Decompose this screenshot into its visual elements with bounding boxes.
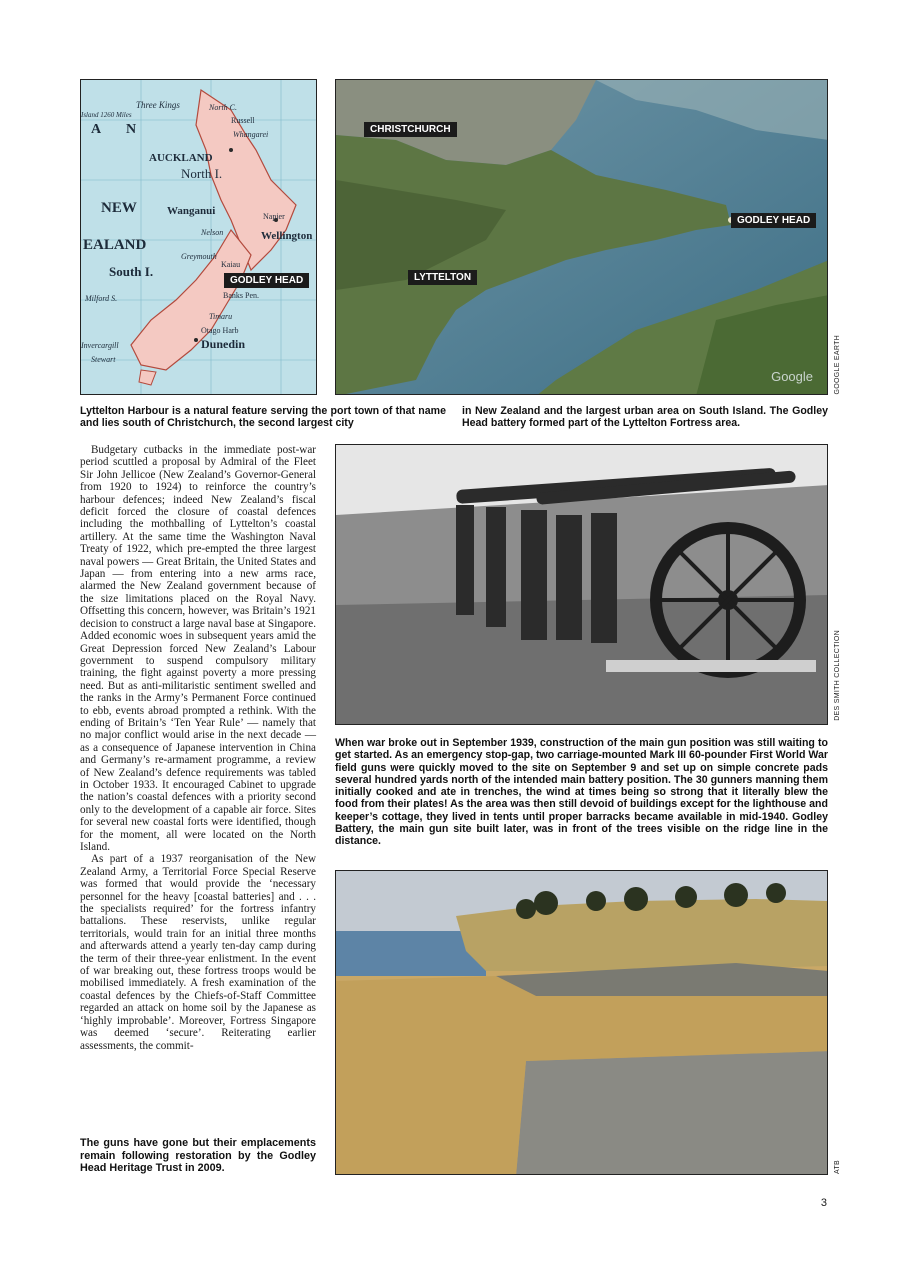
map-place-name: A bbox=[91, 122, 102, 137]
map-place-name: Dunedin bbox=[201, 337, 246, 351]
map-place-name: Otago Harb bbox=[201, 326, 239, 335]
map-place-name: North I. bbox=[181, 166, 223, 181]
new-zealand-map bbox=[80, 79, 317, 395]
map-place-name: Whangarei bbox=[233, 130, 269, 139]
map-place-name: Greymouth bbox=[181, 252, 217, 261]
map-place-name: Stewart bbox=[91, 355, 116, 364]
caption-guns-photo: When war broke out in September 1939, construction of the main gun position was still waiting to get started. As an emergency stop-gap, two carriage-mounted Mark III 60-pounder First World War field guns were quickly moved to the site on September 9 and set up on simple concrete pads several hundred yards north of the intended main battery position. The 30 gunners manning them initially cooked and ate in trenches, the wind at times being so strong that it literally blew the food from their plates! As the area was then still devoid of buildings except for the lighthouse and keeper’s cottage, they lived in tents until proper barracks became available in mid-1940. Godley Battery, the main gun site built later, was in front of the trees visible on the ridge line in the distance. bbox=[335, 737, 828, 848]
christchurch-label: CHRISTCHURCH bbox=[364, 122, 457, 137]
caption-top-right: in New Zealand and the largest urban area on South Island. The Godley Head battery formed part of the Lyttelton Fortress area. bbox=[462, 405, 828, 430]
map-place-name: South I. bbox=[109, 264, 154, 279]
godley-head-map-label: GODLEY HEAD bbox=[224, 273, 309, 288]
guns-photo bbox=[335, 444, 828, 725]
emplacement-photo-graphic bbox=[336, 871, 828, 1175]
map-place-name: EALAND bbox=[83, 237, 147, 253]
map-place-name: Napier bbox=[263, 212, 285, 221]
map-place-name: Island 1260 Miles bbox=[81, 111, 132, 119]
body-paragraph-2: As part of a 1937 reorganisation of the New Zealand Army, a Territorial Force Special Reserve was formed that would provide the ‘necessary personnel for the heavy [coastal batteries] and . . . the specialists required’ for the fortress infantry battalions. These reservists, unlike regular territorials, would train for an initial three months and afterwards attend a yearly ten-day camp during the term of their three-year enlistment. In the event of war breaking out, these fortress troops would be mobilised immediately. A fresh examination of the coastal defences by the Chiefs-of-Staff Committee regarded an attack on home soil by the Japanese as ‘highly improbable’. Moreover, Fortress Singapore was deemed ‘secure’. Reiterating earlier assessments, the commit- bbox=[80, 853, 316, 1052]
emplacement-photo-credit: ATB bbox=[834, 1160, 841, 1174]
satellite-credit: GOOGLE EARTH bbox=[834, 335, 841, 395]
map-place-name: Russell bbox=[231, 116, 255, 125]
map-place-name: North C. bbox=[209, 103, 238, 112]
caption-emplacement: The guns have gone but their emplacements remain following restoration by the Godley Head Heritage Trust in 2009. bbox=[80, 1137, 316, 1174]
emplacement-photo bbox=[335, 870, 828, 1175]
body-paragraph-1: Budgetary cutbacks in the immediate post-war period scuttled a proposal by Admiral of the Fleet Sir John Jellicoe (New Zealand’s Governor-General from 1920 to 1924) to reinforce the country’s harbour defences; indeed New Zealand’s fiscal deficit forced the closure of coastal defences including the mothballing of Lyttelton’s coastal artillery. At the same time the Washington Naval Treaty of 1922, which pre-empted the three largest naval powers — Great Britain, the United States and Japan — from entering into a new arms race, alarmed the New Zealand government because of the size limitations placed on the Royal Navy. Offsetting this concern, however, was Britain’s 1921 decision to construct a large naval base at Singapore. Added economic woes in subsequent years amid the Great Depression forced New Zealand’s Labour government to suspend compulsory military training, the fight against poverty a more pressing need. But as anti-militaristic sentiment swelled and the ranks in the Army’s Permanent Force continued to ebb, events abroad prompted a rethink. With the ending of Britain’s ‘Ten Year Rule’ — namely that no major conflict would arise in the next decade — as a consequence of Japanese intervention in China and Germany’s re-armament programme, a review of New Zealand’s defence requirements was tabled in October 1933. It encouraged Cabinet to upgrade the nation’s coastal defences with a priority second only to the development of a capable air force. Sites for several new coastal forts were identified, though for the moment, all were located on the North Island. bbox=[80, 444, 316, 853]
map-place-name: Nelson bbox=[201, 228, 224, 237]
map-place-name: NEW bbox=[101, 200, 137, 216]
page-number: 3 bbox=[820, 1197, 827, 1209]
godley-head-satellite-label: GODLEY HEAD bbox=[731, 213, 816, 228]
article-body bbox=[80, 444, 316, 1052]
caption-top-left: Lyttelton Harbour is a natural feature serving the port town of that name and lies south of Christchurch, the second largest city bbox=[80, 405, 446, 430]
map-place-name: Milford S. bbox=[85, 294, 118, 303]
guns-photo-graphic bbox=[336, 445, 828, 725]
map-place-name: N bbox=[126, 122, 137, 137]
map-place-name: Wellington bbox=[261, 230, 313, 242]
map-place-name: AUCKLAND bbox=[149, 152, 213, 164]
map-place-name: Wanganui bbox=[167, 205, 216, 217]
map-place-name: Timaru bbox=[209, 312, 233, 321]
map-place-name: Three Kings bbox=[136, 100, 180, 110]
google-watermark: Google bbox=[771, 369, 813, 384]
map-place-name: Invercargill bbox=[81, 341, 119, 350]
guns-photo-credit: DES SMITH COLLECTION bbox=[834, 630, 841, 721]
satellite-image bbox=[335, 79, 828, 395]
map-place-name: Banks Pen. bbox=[223, 291, 259, 300]
map-place-name: Kaiau bbox=[221, 260, 241, 269]
lyttelton-label: LYTTELTON bbox=[408, 270, 477, 285]
